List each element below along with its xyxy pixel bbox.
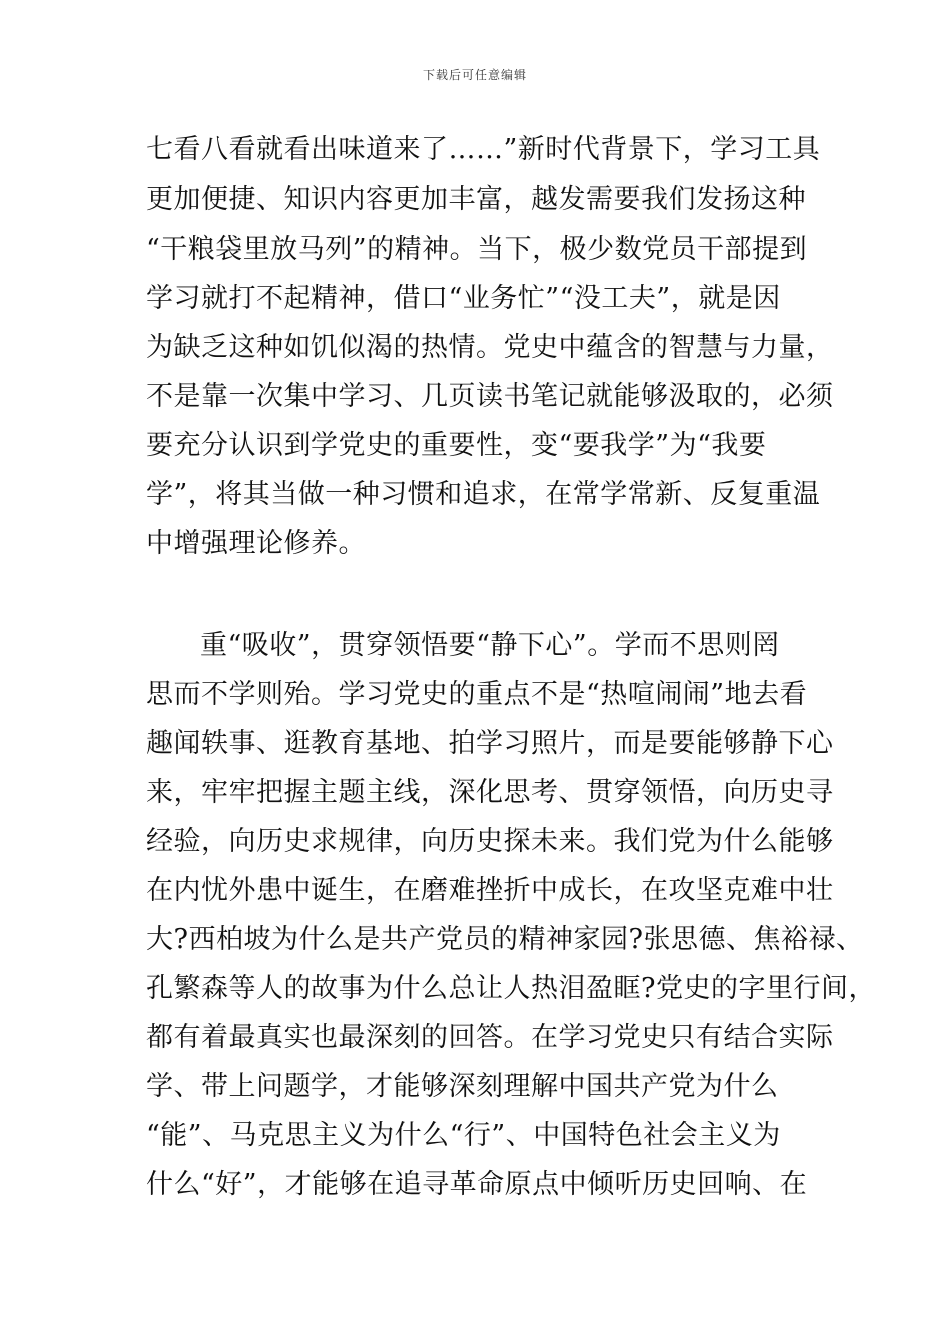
paragraph-1-line-7: 要充分认识到学党史的重要性，变“要我学”为“我要 <box>146 430 767 461</box>
paragraph-1-line-1: 七看八看就看出味道来了……”新时代背景下，学习工具 <box>146 134 821 165</box>
paragraph-2-line-11: “能”、马克思主义为什么“行”、中国特色社会主义为 <box>146 1120 781 1151</box>
paragraph-2-line-7: 大?西柏坡为什么是共产党员的精神家园?张思德、焦裕禄、 <box>146 924 864 955</box>
paragraph-2-line-4: 来，牢牢把握主题主线，深化思考、贯穿领悟，向历史寻 <box>146 777 834 808</box>
paragraph-1-line-4: 学习就打不起精神，借口“业务忙”“没工夫”，就是因 <box>146 283 781 314</box>
paragraph-1-line-5: 为缺乏这种如饥似渴的热情。党史中蕴含的智慧与力量， <box>146 332 834 363</box>
paragraph-2-line-12: 什么“好”，才能够在追寻革命原点中倾听历史回响、在 <box>146 1169 808 1200</box>
paragraph-2-line-6: 在内忧外患中诞生，在磨难挫折中成长，在攻坚克难中壮 <box>146 875 834 906</box>
paragraph-1-line-9: 中增强理论修养。 <box>146 528 366 559</box>
paragraph-2-line-5: 经验，向历史求规律，向历史探未来。我们党为什么能够 <box>146 826 834 857</box>
paragraph-2-line-8: 孔繁森等人的故事为什么总让人热泪盈眶?党史的字里行间， <box>146 973 876 1004</box>
page-header: 下载后可任意编辑 <box>422 68 527 82</box>
paragraph-1-line-6: 不是靠一次集中学习、几页读书笔记就能够汲取的，必须 <box>146 381 834 412</box>
paragraph-2-line-1: 重“吸收”，贯穿领悟要“静下心”。学而不思则罔 <box>200 630 780 661</box>
paragraph-1-line-3: “干粮袋里放马列”的精神。当下，极少数党员干部提到 <box>146 234 808 265</box>
paragraph-2-line-10: 学、带上问题学，才能够深刻理解中国共产党为什么 <box>146 1071 779 1102</box>
paragraph-1-line-8: 学”，将其当做一种习惯和追求，在常学常新、反复重温 <box>146 479 821 510</box>
paragraph-2-line-2: 思而不学则殆。学习党史的重点不是“热喧闹闹”地去看 <box>146 679 808 710</box>
paragraph-2-line-9: 都有着最真实也最深刻的回答。在学习党史只有结合实际 <box>146 1022 834 1053</box>
paragraph-2-line-3: 趣闻轶事、逛教育基地、拍学习照片，而是要能够静下心 <box>146 728 834 759</box>
paragraph-1-line-2: 更加便捷、知识内容更加丰富，越发需要我们发扬这种 <box>146 184 806 215</box>
